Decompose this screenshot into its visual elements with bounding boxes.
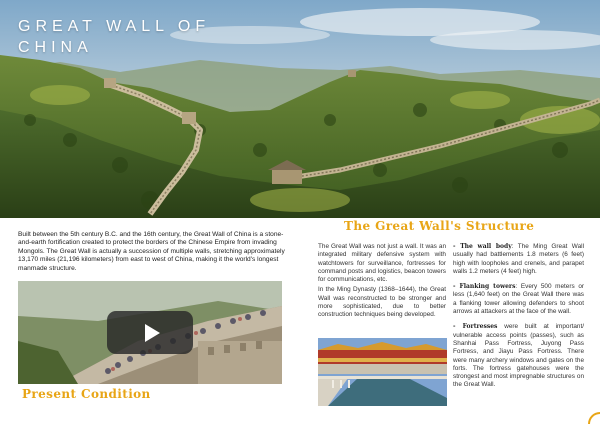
video-player[interactable]	[18, 281, 282, 384]
wall-body-item	[453, 243, 584, 276]
fortresses-label: - Fortresses	[453, 323, 498, 331]
ming-paragraph: In the Ming Dynasty (1368–1644), the Great Wall was reconstructed to be stronger and more sophisticated, due to better construction techniques being developed.	[318, 286, 446, 319]
play-button[interactable]	[107, 311, 193, 354]
flanking-towers-item	[453, 283, 584, 316]
wall-body-text: : The Ming Great Wall usually had battlements 1.8 meters (6 feet) high with loopholes and crenels, and parapet walls 1.2 meters (4 feet) high.	[453, 243, 584, 275]
intro-paragraph: Built between the 5th century B.C. and the 16th century, the Great Wall of China is a stone-and-earth fortification created to protect the borders of the Chinese Empire from invading Mongols. The Great Wall is actually a succession of multiple walls, stretching approximately 13,170 miles (21,196 kilometers) from east to west of China, making it the world's longest manmade structure.	[18, 231, 285, 272]
play-icon	[145, 324, 160, 342]
structure-column-1	[318, 243, 446, 322]
structure-column-2	[453, 243, 584, 397]
fortress-image	[318, 338, 447, 406]
present-condition-heading: Present Condition	[22, 387, 151, 401]
flanking-towers-label: - Flanking towers	[453, 283, 516, 291]
page-title: GREAT WALL OF CHINA	[18, 18, 211, 56]
fortresses-item	[453, 323, 584, 389]
corner-decoration	[588, 412, 600, 424]
flanking-towers-text: : Every 500 meters or less (1,640 feet) on the Great Wall there was a flanking tower allowing defenders to shoot arrows at attackers at the face of the wall.	[453, 283, 584, 316]
wall-body-label: - The wall body	[453, 243, 512, 250]
structure-paragraph: The Great Wall was not just a wall. It was an integrated military defensive system with watchtowers for surveillance, fortresses for command posts and logistics, beacon towers for communications, etc.	[318, 243, 446, 284]
palace-photo	[318, 338, 447, 406]
fortresses-text: were built at important/ vulnerable access points (passes), such as Shanhai Pass Fortress, Juyong Pass Fortress, and Jiayu Pass Fortress. There were many archery windows and gates on the forts. The fortress gatehouses were the strongest and most impregnable structures on the Great Wall.	[453, 323, 585, 389]
structure-heading: The Great Wall's Structure	[344, 219, 535, 233]
